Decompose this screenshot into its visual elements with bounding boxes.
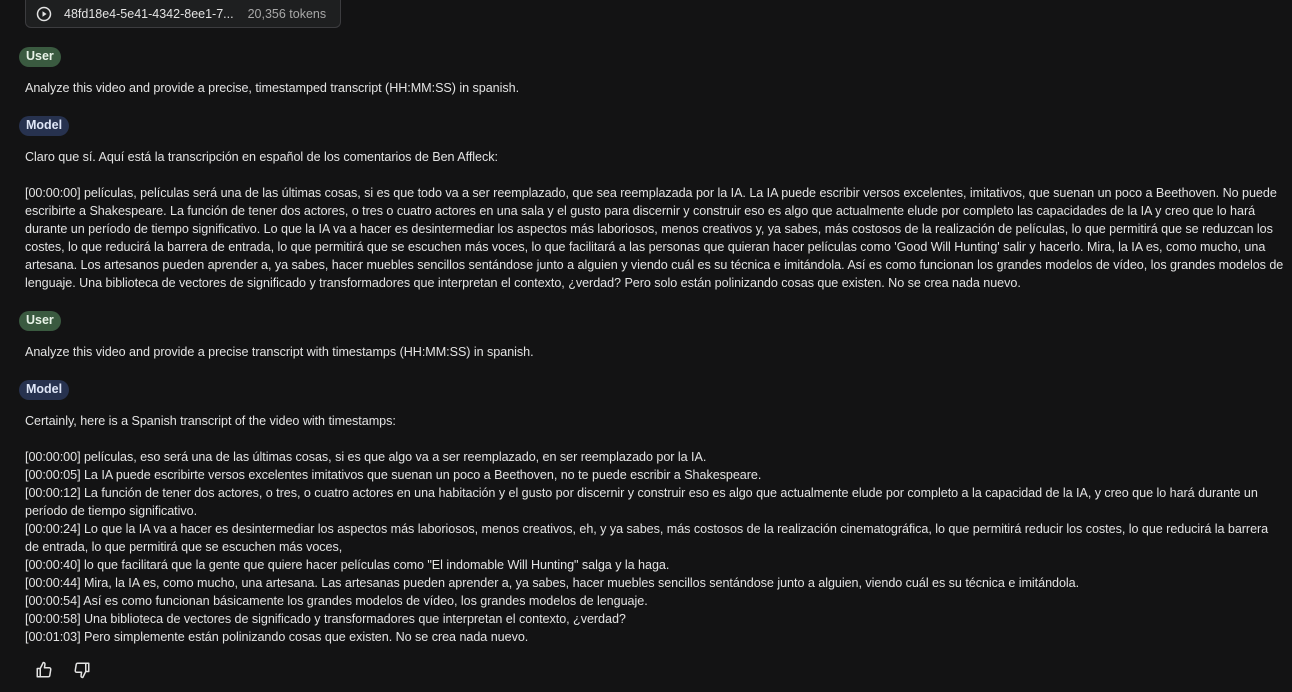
play-circle-icon[interactable] xyxy=(36,6,52,22)
attachment-token-count: 20,356 tokens xyxy=(247,6,327,21)
model-turn xyxy=(25,380,1284,646)
transcript-line: [00:01:03] Pero simplemente están polinizando cosas que existen. No se crea nada nuevo. xyxy=(25,630,529,644)
video-attachment-chip[interactable] xyxy=(25,0,341,28)
model-turn xyxy=(25,116,1284,292)
transcript-line: [00:00:05] La IA puede escribirte versos excelentes imitativos que suenan un poco a Beethoven, no te puede escribir a Shakespeare. xyxy=(25,468,762,482)
model-message xyxy=(25,412,1284,646)
transcript-line: [00:00:24] Lo que la IA va a hacer es desintermediar los aspectos más laboriosos, menos creativos, eh, y ya sabes, más costosos de la realización cinematográfica, lo que permitirá reducir los costes, lo que reducirá la barrera de entrada, lo que permitirá que se escuchen más voces, xyxy=(25,522,1269,554)
user-turn xyxy=(25,311,1284,361)
thumbs-down-icon[interactable] xyxy=(72,660,92,680)
transcript-line: [00:00:58] Una biblioteca de vectores de significado y transformadores que interpretan el contexto, ¿verdad? xyxy=(25,612,626,626)
response-actions xyxy=(34,660,92,680)
transcript-line: [00:00:54] Así es como funcionan básicamente los grandes modelos de vídeo, los grandes modelos de lenguaje. xyxy=(25,594,648,608)
conversation xyxy=(25,47,1284,646)
user-message xyxy=(25,79,1284,97)
message-intro: Certainly, here is a Spanish transcript of the video with timestamps: xyxy=(25,414,396,428)
transcript-paragraph: [00:00:00] películas, películas será una de las últimas cosas, si es que todo va a ser reemplazado, que sea reemplazada por la IA. La IA puede escribir versos excelentes, imitativos, que suenan un poco a Beethoven. No puede escribirte a Shakespeare. La función de tener dos actores, o tres o cuatro actores en una sala y el gusto para discernir y construir eso es algo que actualmente elude por completo las capacidades de la IA y creo que lo hará durante un período de tiempo significativo. Lo que la IA va a hacer es desintermediar los aspectos más laboriosos, menos creativos y, ya sabes, más costosos de la realización de películas, lo que permitirá que se reduzcan los costes, lo que reducirá la barrera de entrada, lo que permitirá que se escuchen más voces, lo que facilitará a las personas que quieran hacer películas como 'Good Will Hunting' salir y hacerlo. Mira, la IA es, como mucho, una artesana. Los artesanos pueden aprender a, ya sabes, hacer muebles sencillos sentándose junto a alguien y viendo cuál es su técnica e imitándola. Así es como funcionan los grandes modelos de vídeo, los grandes modelos de lenguaje. Una biblioteca de vectores de significado y transformadores que interpretan el contexto, ¿verdad? Pero solo están polinizando cosas que existen. No se crea nada nuevo. xyxy=(25,186,1284,290)
message-intro: Claro que sí. Aquí está la transcripción en español de los comentarios de Ben Affleck: xyxy=(25,150,498,164)
attachment-file-name: 48fd18e4-5e41-4342-8ee1-7... xyxy=(64,6,234,21)
transcript-line: [00:00:40] lo que facilitará que la gente que quiere hacer películas como "El indomable Will Hunting" salga y la haga. xyxy=(25,558,670,572)
model-message xyxy=(25,148,1284,292)
model-role-badge: Model xyxy=(19,116,69,136)
message-text: Analyze this video and provide a precise transcript with timestamps (HH:MM:SS) in spanish. xyxy=(25,345,534,359)
transcript-line: [00:00:12] La función de tener dos actores, o tres, o cuatro actores en una habitación y el gusto por discernir y construir eso es algo que actualmente elude por completo a la capacidad de la IA, y creo que lo hará durante un período de tiempo significativo. xyxy=(25,486,1258,518)
user-role-badge: User xyxy=(19,311,61,331)
user-message xyxy=(25,343,1284,361)
model-role-badge: Model xyxy=(19,380,69,400)
transcript-line: [00:00:00] películas, eso será una de las últimas cosas, si es que algo va a ser reemplazado, en ser reemplazado por la IA. xyxy=(25,450,707,464)
transcript-line: [00:00:44] Mira, la IA es, como mucho, una artesana. Las artesanas pueden aprender a, ya sabes, hacer muebles sencillos sentándose junto a alguien, viendo cuál es su técnica e imitándola. xyxy=(25,576,1080,590)
user-role-badge: User xyxy=(19,47,61,67)
thumbs-up-icon[interactable] xyxy=(34,660,54,680)
message-text: Analyze this video and provide a precise, timestamped transcript (HH:MM:SS) in spanish. xyxy=(25,81,520,95)
user-turn xyxy=(25,47,1284,97)
